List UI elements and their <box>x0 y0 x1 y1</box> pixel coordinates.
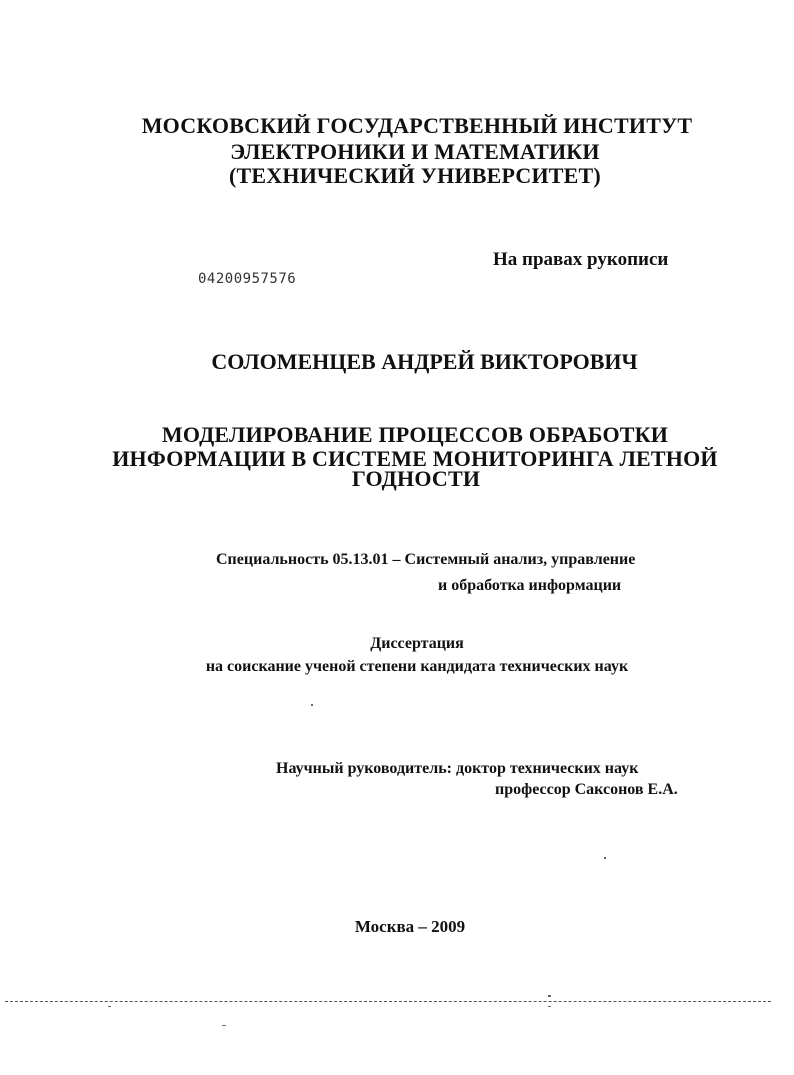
institution-line-1: МОСКОВСКИЙ ГОСУДАРСТВЕННЫЙ ИНСТИТУТ <box>141 113 693 138</box>
thesis-title-line-1: МОДЕЛИРОВАНИЕ ПРОЦЕССОВ ОБРАБОТКИ <box>161 422 669 447</box>
thesis-title-line-2: ИНФОРМАЦИИ В СИСТЕМЕ МОНИТОРИНГА ЛЕТНОЙ <box>112 446 718 471</box>
dissertation-label: Диссертация <box>370 635 464 652</box>
scan-speck <box>311 704 313 706</box>
scan-speck <box>604 857 606 859</box>
manuscript-note: На правах рукописи <box>493 249 669 270</box>
catalog-code: 04200957576 <box>198 271 297 287</box>
scan-edge-line <box>5 1001 771 1002</box>
degree-description: на соискание ученой степени кандидата технических наук <box>205 658 629 675</box>
thesis-title-line-3: ГОДНОСТИ <box>351 466 481 491</box>
institution-line-2: ЭЛЕКТРОНИКИ И МАТЕМАТИКИ <box>230 139 600 164</box>
scan-speck <box>548 1006 551 1007</box>
supervisor-line-1: Научный руководитель: доктор технических наук <box>276 760 639 777</box>
scan-speck <box>548 995 551 997</box>
specialty-line-2: и обработка информации <box>438 577 622 594</box>
author-name: СОЛОМЕНЦЕВ АНДРЕЙ ВИКТОРОВИЧ <box>211 349 638 374</box>
supervisor-line-2: профессор Саксонов Е.А. <box>495 781 678 798</box>
scan-speck <box>222 1025 226 1026</box>
specialty-line-1: Специальность 05.13.01 – Системный анализ, управление <box>216 551 636 568</box>
city-year: Москва – 2009 <box>354 917 466 936</box>
scan-speck <box>108 1006 111 1007</box>
institution-line-3: (ТЕХНИЧЕСКИЙ УНИВЕРСИТЕТ) <box>229 163 601 188</box>
